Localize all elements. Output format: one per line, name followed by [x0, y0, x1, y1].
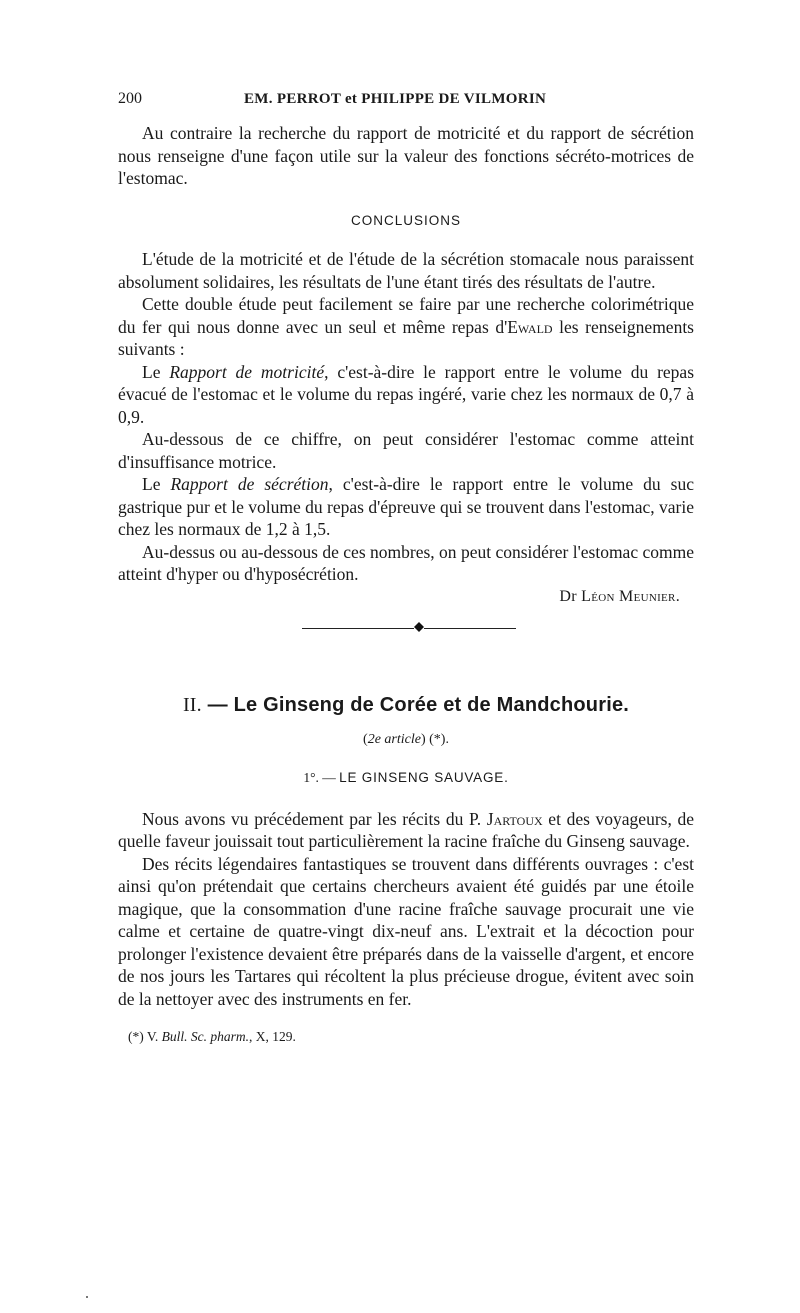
signature-name: Léon Meunier. [581, 587, 680, 605]
signature-title: Dr [559, 587, 577, 605]
author-name-ewald: Ewald [507, 316, 553, 337]
article-title-text: Le Ginseng de Corée et de Mandchourie. [233, 694, 630, 716]
paragraph-text: les renseignements suivants : [118, 316, 694, 359]
divider-line-right [424, 628, 516, 629]
conclusions-paragraph-6: Au-dessus ou au-dessous de ces nombres, on peut considérer l'estomac comme atteint d'hyper ou d'hyposécrétion. [118, 541, 694, 584]
conclusions-paragraph-2 [118, 293, 694, 361]
footnote-journal: Bull. Sc. pharm. [161, 1029, 250, 1044]
article-paragraph-1 [118, 808, 694, 853]
article-subnote [118, 729, 694, 752]
footnote-text: (*) V. [128, 1029, 162, 1044]
page-header [118, 88, 694, 112]
paragraph-text: , c'est-à-dire le rapport entre le volume du repas évacué de l'estomac et le volume du repas ingéré, varie chez les normaux de 0,7 à 0,9. [118, 361, 695, 427]
author-name-jartoux: Jartoux [486, 808, 543, 829]
page-number: 200 [118, 90, 142, 107]
conclusions-paragraph-3 [118, 361, 694, 429]
subnote-text: ) (*). [420, 731, 449, 747]
conclusions-heading: CONCLUSIONS [350, 212, 461, 228]
section-subheading [118, 767, 694, 790]
section-divider [118, 618, 694, 638]
conclusions-paragraph-1: L'étude de la motricité et de l'étude de la sécrétion stomacale nous paraissent absolument solidaires, les résultats de l'une étant tirés des résultats de l'autre. [118, 249, 694, 292]
paragraph-text: Le [142, 474, 171, 494]
paragraph-text: et des voyageurs, de quelle faveur jouissait tout particulièrement la racine fraîche du Ginseng sauvage. [118, 808, 694, 851]
running-title: EM. PERROT et PHILIPPE DE VILMORIN [244, 91, 547, 107]
term-rapport-secretion: Rapport de sécrétion [170, 474, 329, 494]
article-number: II. [182, 694, 202, 716]
subheading-number: 1°. — [303, 770, 336, 785]
subnote-text: ( [363, 731, 368, 747]
paragraph-text: Nous avons vu précédement par les récits du P. [142, 808, 487, 829]
footnote-text: , X, 129. [249, 1029, 296, 1044]
divider-line-left [302, 628, 414, 629]
page [118, 88, 694, 1049]
paragraph-text: Cette double étude peut facilement se faire par une recherche colorimétrique du fer qui nous donne avec un seul et même repas d' [118, 294, 694, 337]
term-rapport-motricite: Rapport de motricité [169, 361, 325, 382]
footnote [118, 1026, 694, 1049]
conclusions-paragraph-5 [118, 473, 694, 541]
article-title [118, 694, 694, 717]
scan-speck [86, 1296, 88, 1298]
article-paragraph-2: Des récits légendaires fantastiques se trouvent dans différents ouvrages : c'est ainsi qu'on prétendait que certains chercheurs avaient été guidés par une étoile magique, que la consommation d'une racine fraîche sauvage procurait une vie calme et certaine de quatre-vingt dix-neuf ans. L'extrait et la décoction pour prolonger l'existence devaient être préparés dans de la vaisselle d'argent, et encore de nos jours les Tartares qui récoltent la plus précieuse drogue, évitent avec soin de la nettoyer avec des instruments en fer. [118, 853, 694, 1009]
intro-paragraph: Au contraire la recherche du rapport de motricité et du rapport de sécrétion nous renseigne d'une façon utile sur la valeur des fonctions sécréto-motrices de l'estomac. [118, 123, 694, 188]
diamond-ornament-icon [414, 622, 424, 632]
conclusions-paragraph-4: Au-dessous de ce chiffre, on peut considérer l'estomac comme atteint d'insuffisance motrice. [118, 429, 694, 472]
paragraph-text: , c'est-à-dire le rapport entre le volume du suc gastrique pur et le volume du repas d'épreuve qui se trouvent dans l'estomac, varie chez les normaux de 1,2 à 1,5. [118, 474, 695, 539]
subheading-text: LE GINSENG SAUVAGE. [339, 770, 509, 785]
paragraph-text: Le [142, 361, 170, 382]
subnote-article-number: 2e article [367, 731, 421, 747]
title-dash: — [207, 694, 228, 716]
signature [118, 586, 694, 609]
